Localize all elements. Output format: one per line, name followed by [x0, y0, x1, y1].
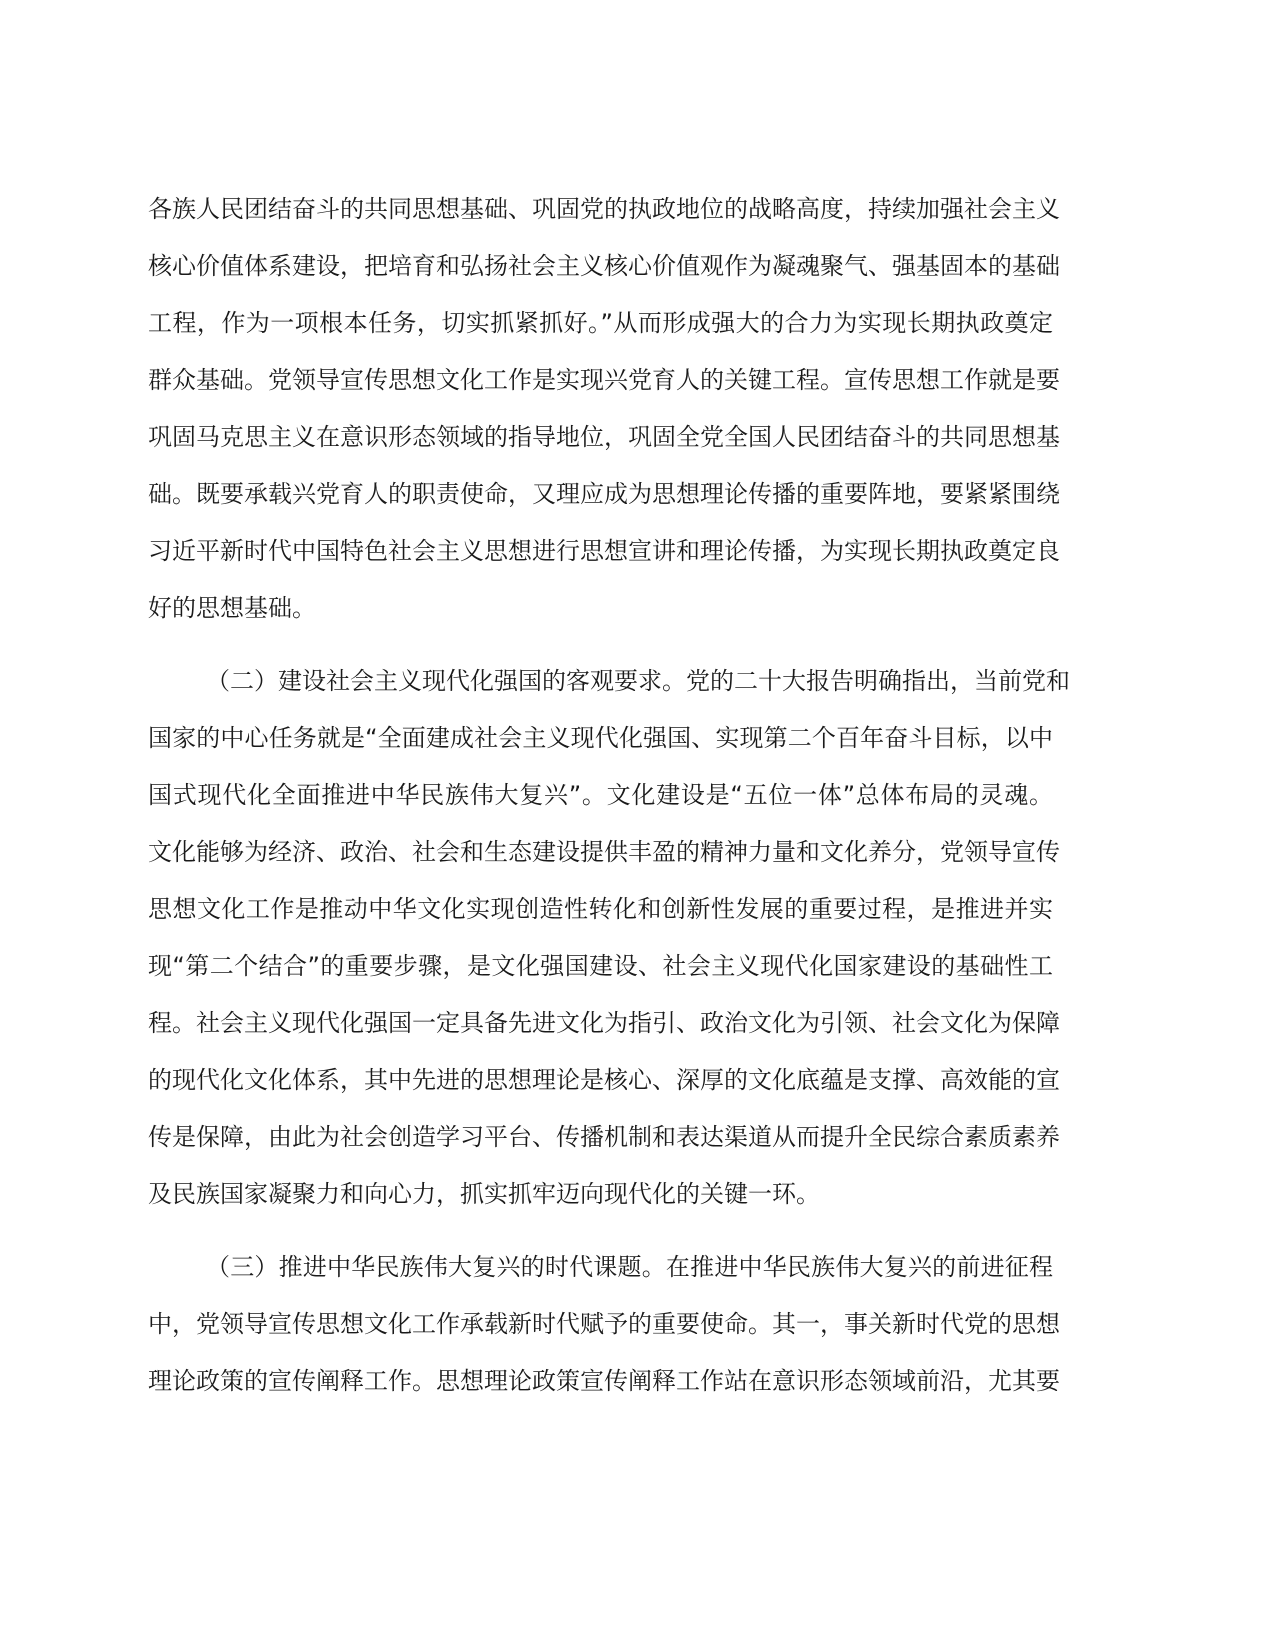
paragraph-line: 中，党领导宣传思想文化工作承载新时代赋予的重要使命。其一，事关新时代党的思想	[148, 1310, 1060, 1338]
paragraph-line: 好的思想基础。	[148, 594, 316, 622]
paragraph-spacer	[148, 1223, 1053, 1239]
paragraph-line: 核心价值体系建设，把培育和弘扬社会主义核心价值观作为凝魂聚气、强基固本的基础	[148, 252, 1060, 280]
paragraph-3	[148, 1239, 1060, 1410]
paragraph-line: 础。既要承载兴党育人的职责使命，又理应成为思想理论传播的重要阵地，要紧紧围绕	[148, 480, 1060, 508]
paragraph-line: 国家的中心任务就是“全面建成社会主义现代化强国、实现第二个百年奋斗目标，以中	[148, 724, 1053, 752]
paragraph-line: 思想文化工作是推动中华文化实现创造性转化和创新性发展的重要过程，是推进并实	[148, 895, 1053, 923]
paragraph-line: 文化能够为经济、政治、社会和生态建设提供丰盈的精神力量和文化养分，党领导宣传	[148, 838, 1060, 866]
paragraph-line: 的现代化文化体系，其中先进的思想理论是核心、深厚的文化底蕴是支撑、高效能的宣	[148, 1066, 1060, 1094]
paragraph-line: 程。社会主义现代化强国一定具备先进文化为指引、政治文化为引领、社会文化为保障	[148, 1009, 1060, 1037]
paragraph-spacer	[148, 637, 1053, 653]
paragraph-line: 现“第二个结合”的重要步骤，是文化强国建设、社会主义现代化国家建设的基础性工	[148, 952, 1053, 980]
paragraph-line: （三）推进中华民族伟大复兴的时代课题。在推进中华民族伟大复兴的前进征程	[206, 1253, 1053, 1281]
paragraph-line: 各族人民团结奋斗的共同思想基础、巩固党的执政地位的战略高度，持续加强社会主义	[148, 195, 1060, 223]
document-body	[148, 181, 1070, 1410]
paragraph-1	[148, 181, 1060, 637]
paragraph-line: 习近平新时代中国特色社会主义思想进行思想宣讲和理论传播，为实现长期执政奠定良	[148, 537, 1060, 565]
paragraph-line: 国式现代化全面推进中华民族伟大复兴”。文化建设是“五位一体”总体布局的灵魂。	[148, 781, 1053, 809]
paragraph-line: 群众基础。党领导宣传思想文化工作是实现兴党育人的关键工程。宣传思想工作就是要	[148, 366, 1060, 394]
paragraph-2	[148, 653, 1070, 1223]
paragraph-line: 传是保障，由此为社会创造学习平台、传播机制和表达渠道从而提升全民综合素质素养	[148, 1123, 1060, 1151]
paragraph-line: （二）建设社会主义现代化强国的客观要求。党的二十大报告明确指出，当前党和	[206, 667, 1070, 695]
paragraph-line: 巩固马克思主义在意识形态领域的指导地位，巩固全党全国人民团结奋斗的共同思想基	[148, 423, 1060, 451]
paragraph-line: 及民族国家凝聚力和向心力，抓实抓牢迈向现代化的关键一环。	[148, 1180, 820, 1208]
paragraph-line: 工程，作为一项根本任务，切实抓紧抓好。”从而形成强大的合力为实现长期执政奠定	[148, 309, 1053, 337]
paragraph-line: 理论政策的宣传阐释工作。思想理论政策宣传阐释工作站在意识形态领域前沿，尤其要	[148, 1367, 1060, 1395]
